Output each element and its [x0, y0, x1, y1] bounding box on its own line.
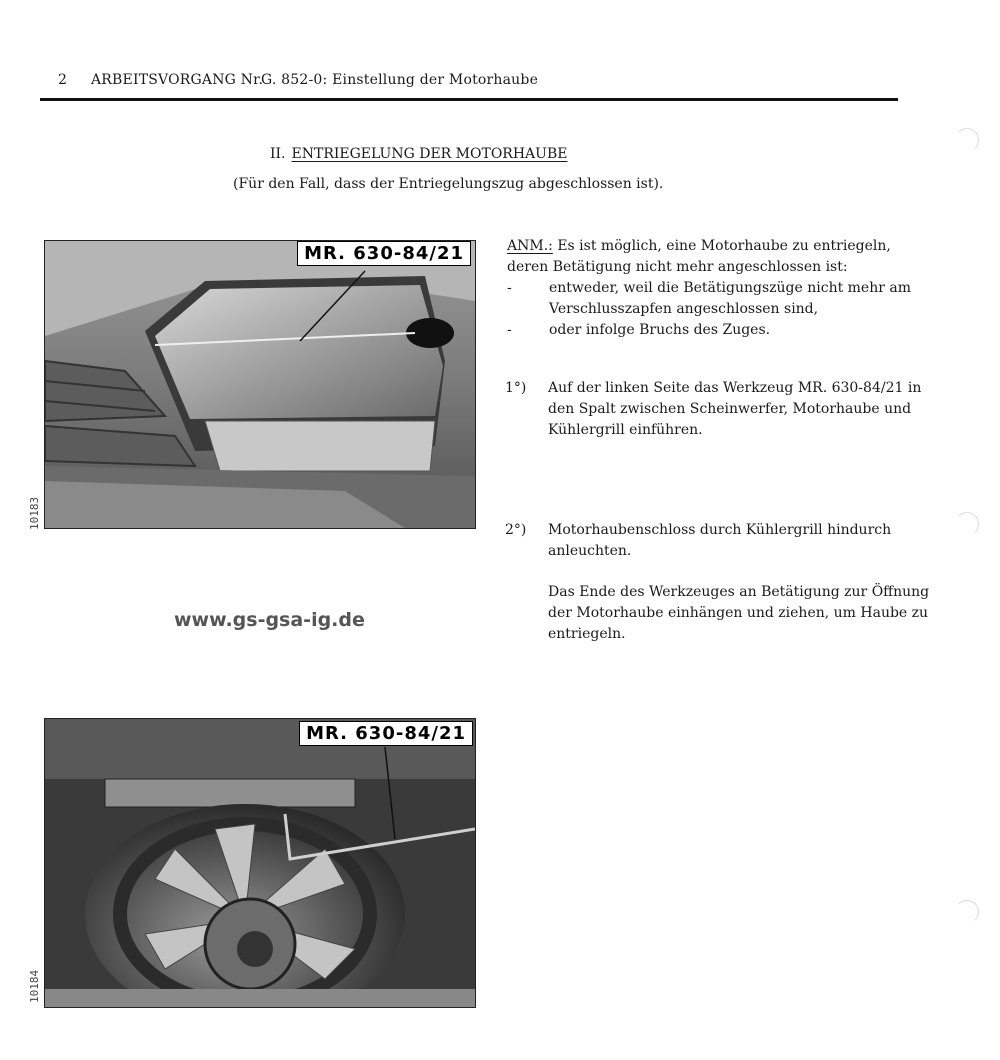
note-bullet: [507, 320, 927, 341]
operation-label: ARBEITSVORGANG Nr.: [91, 72, 264, 88]
step-2: [505, 520, 935, 645]
website-watermark: www.gs-gsa-ig.de: [174, 609, 365, 631]
fan-photo: [44, 718, 476, 1008]
note-line: [507, 236, 927, 257]
headlight-photo: [44, 240, 476, 529]
binder-hole: [955, 128, 979, 152]
section-heading: [270, 146, 567, 162]
binder-hole: [955, 512, 979, 536]
section-title: ENTRIEGELUNG DER MOTORHAUBE: [291, 146, 568, 162]
note-block: [507, 236, 927, 341]
headlight-photo-drawing: [45, 241, 475, 528]
note-label: ANM.:: [507, 238, 553, 254]
section-numeral: II.: [270, 146, 286, 162]
tool-label: MR. 630-84/21: [299, 721, 473, 746]
step-text: Auf der linken Seite das Werkzeug MR. 630-84/21 in den Spalt zwischen Scheinwerfer, Motorhaube und Kühlergrill einführen.: [548, 380, 922, 438]
bullet-text: entweder, weil die Betätigungszüge nicht mehr am Verschlusszapfen angeschlossen sind,: [549, 280, 911, 317]
operation-description: G. 852-0: Einstellung der Motorhaube: [261, 72, 539, 88]
fan-photo-drawing: [45, 719, 475, 1007]
step-extra-text: Das Ende des Werkzeuges an Betätigung zur Öffnung der Motorhaube einhängen und ziehen, um Haube zu entriegeln.: [548, 584, 930, 642]
header-rule: [40, 98, 898, 101]
photo-id: 10183: [28, 496, 41, 530]
note-line: deren Betätigung nicht mehr angeschlossen ist:: [507, 259, 848, 275]
binder-hole: [955, 900, 979, 924]
step-number: 1°): [505, 380, 527, 396]
step-text: Motorhaubenschloss durch Kühlergrill hindurch anleuchten.: [548, 522, 892, 559]
note-text: Es ist möglich, eine Motorhaube zu entriegeln,: [552, 238, 891, 254]
page-number: 2: [58, 72, 68, 88]
step-number: 2°): [505, 522, 527, 538]
step-1: [505, 378, 935, 441]
bullet-dash: -: [507, 280, 512, 296]
section-subtitle: (Für den Fall, dass der Entriegelungszug abgeschlossen ist).: [233, 176, 664, 192]
note-bullet: [507, 278, 927, 320]
bullet-text: oder infolge Bruchs des Zuges.: [549, 322, 771, 338]
tool-label: MR. 630-84/21: [297, 241, 471, 266]
bullet-dash: -: [507, 322, 512, 338]
photo-id: 10184: [28, 969, 41, 1003]
